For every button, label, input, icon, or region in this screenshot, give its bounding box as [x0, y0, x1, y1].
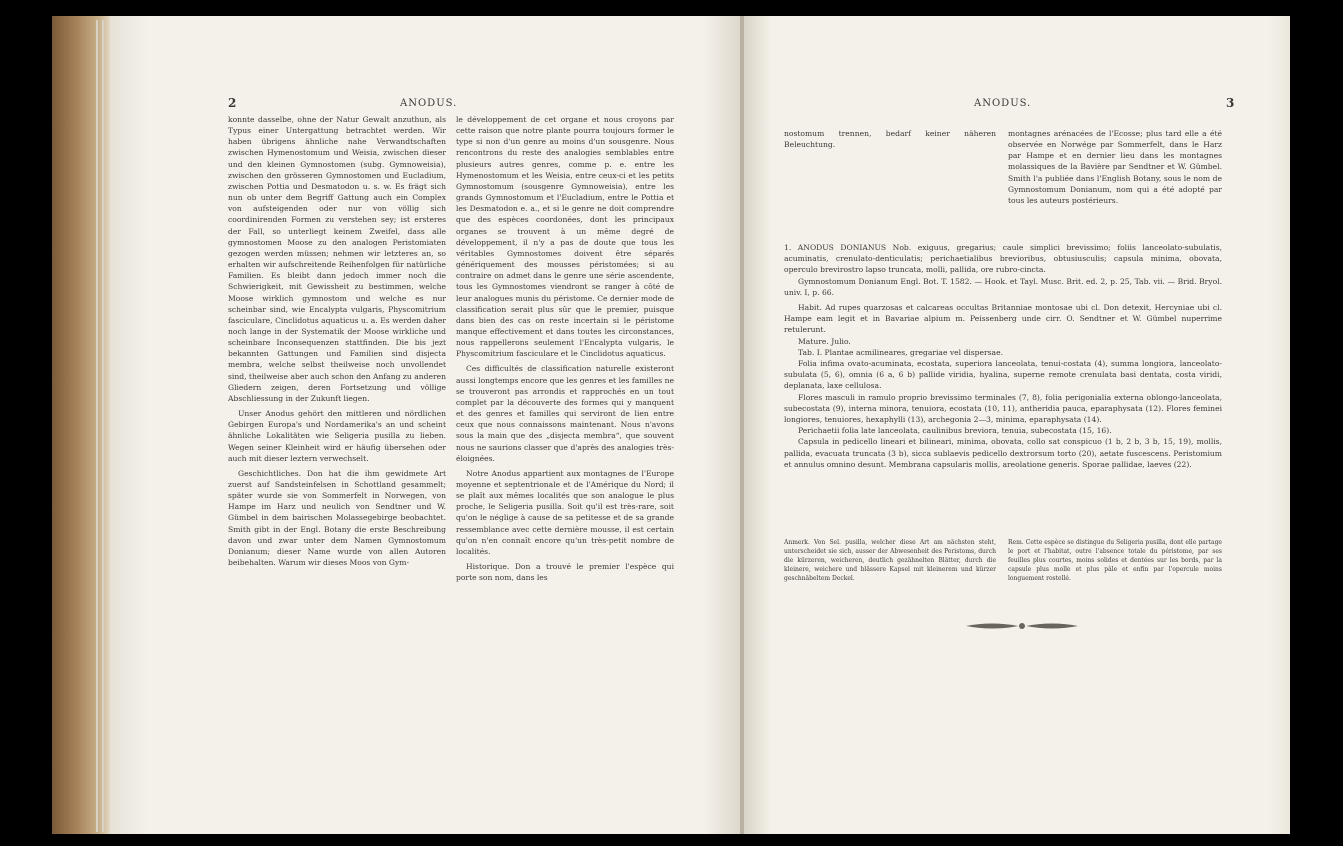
- paragraph: Notre Anodus appartient aux montagnes de l'Europe moyenne et septentrionale et de l'Amérique du Nord; il se plaît aux mêmes localités que son analogue le plus proche, le Seligeria pusilla. Soit qu'il est très-rare, soit qu'on le néglige à cause de sa petitesse et de sa grande ressemblance avec cette dernière mousse, il est certain qu'on n'en connaît encore qu'un très-petit nombre de localités.: [456, 468, 674, 556]
- leaves-description: Folia infima ovato-acuminata, ecostata, superiora lanceolata, tenui-costata (4), summa longiora, lanceolato-subulata (5, 6), omnia (6 a, 6 b) pallide viridia, hyalina, superne remote crenulata basi dentata, costa viridi, deplanata, laxe cellulosa.: [784, 359, 1222, 391]
- species-entry: [784, 242, 1222, 470]
- running-head: ANODUS.: [974, 98, 1032, 109]
- page-edge: [96, 20, 98, 832]
- paragraph: le développement de cet organe et nous croyons par cette raison que notre plante pourra toujours former le type si non d'un genre au moins d'un sousgenre. Nous rencontrons du reste des analogies semblables entre plusieurs autres genres, comme p. e. entre les Hymenostomum et les Weisia, entre ceux-ci et les petits Gymnostomum (sousgenre Gymnoweisia), entre les grands Gymnostomum et l'Eucladium, entre le Pottia et les Desmatodon e. a., et si le genre ne doit comprendre que des espèces coordonées, dont les principaux organes se trouvent à un même degré de développement, il n'y a pas de doute que tous les véritables Gymnostomes doivent être séparés génériquement des mousses péristomées; si au contraire on admet dans le genre une série ascendente, tous les Gymnostomes viendront se ranger à côté de leur analogues munis du péristome. Ce dernier mode de classification serait plus sûr que le premier, puisque dans bien des cas on reste incertain si le péristome manque effectivement et dans toutes les circonstances, nous rappellerons seulement l'Encalypta vulgaris, le Physcomitrium fasciculare et le Cinclidotus aquaticus.: [456, 115, 674, 359]
- top-right-text: [1008, 128, 1222, 210]
- note-german: Anmerk. Von Sel. pusilla, welcher diese Art am nächsten steht, unterscheidet sie sich, ausser der Abwesenheit des Peristoms, durch die kürzeren, weicheren, deutlich gezähnelten Blätter, durch die kleinere, weichere und blässere Kapsel mit kleinerem und kürzer geschnäbeltem Deckel.: [784, 539, 996, 582]
- ornament-icon: [962, 620, 1082, 632]
- paragraph: konnte dasselbe, ohne der Natur Gewalt anzuthun, als Typus einer Untergattung betrachtet werden. Wir haben übrigens ähnliche nahe Verwandtschaften zwischen Hymenostomum und Weisia, zwischen dieser und den kleinen Gymnostomen (subg. Gymnoweisia), zwischen den grösseren Gymnostomen und Eucladium, zwischen Pottia und Desmatodon u. s. w. Es frägt sich nun ob unter dem Begriff Gattung auch ein Complex von aufsteigenden oder nur von völlig sich coordinirenden Formen zu verstehen sey; ist ersteres der Fall, so unterliegt keinem Zweifel, dass alle gymnostomen Moose zu den analogen Peristomiaten gezogen werden müssen; nehmen wir letzteres an, so erhalten wir aufschreitende Reihenfolgen für natürliche Familien. Es bleibt dann jedoch immer noch die Schwierigkeit, mit Gewissheit zu bestimmen, welche Moose wirklich gymnostom und welche es nur scheinbar sind, wie Encalypta vulgaris, Physcomitrium fasciculare, Cinclidotus aquaticus u. a. Es werden daher noch lange in der Systematik der Moose wirkliche und scheinbare Inconsequenzen stattfinden. Die bis jezt bekannten Gattungen und Familien sind disjecta membra, welche selbst theilweise noch unvollendet sind, theilweise aber auch schon den Anfang zu anderen Gliedern zeigen, deren Fortsetzung und völlige Abschliessung in der Zukunft liegen.: [228, 115, 446, 403]
- left-page: [110, 16, 742, 834]
- left-column-french: [456, 114, 674, 587]
- synonymy: Gymnostomum Donianum Engl. Bot. T. 1582. — Hook. et Tayl. Musc. Brit. ed. 2, p. 25, Tab. vii. — Brid. Bryol. univ. I, p. 66.: [784, 276, 1222, 297]
- paragraph: Unser Anodus gehört den mittleren und nördlichen Gebirgen Europa's und Nordamerika's an und scheint ähnliche Lokalitäten wie Seligeria pusilla zu lieben. Wegen seiner Kleinheit wird er häufig übersehen oder auch mit dieser leztern verwechselt.: [228, 409, 446, 463]
- top-left-text: [784, 128, 996, 154]
- capsule-description: Capsula in pedicello lineari et bilineari, minima, obovata, collo sat conspicuo (1 b, 2 b, 3 b, 15, 19), mollis, pallida, evacuata truncata (3 b), sicca sublaevis pedicello dextrorsum torto (20), aetate fuscescens. Peristomium et annulus omnino desunt. Membrana capsularis mollis, areolatione generis. Sporae pallidae, laeves (22).: [784, 437, 1222, 469]
- page-number: 2: [228, 96, 237, 110]
- page-number: 3: [1226, 96, 1235, 110]
- paragraph: Historique. Don a trouvé le premier l'espèce qui porte son nom, dans les: [456, 562, 674, 583]
- left-column-german: [228, 114, 446, 572]
- maturity: Mature. Julio.: [798, 336, 851, 346]
- note-french: Rem. Cette espèce se distingue du Seligeria pusilla, dont elle partage le port et l'habitat, outre l'absence totale du péristome, par ses feuilles plus courtes, moins solides et dentées sur les bords, par la capsule plus molle et plus pâle et enfin par l'opercule moins longuement rostellé.: [1008, 539, 1222, 582]
- species-diagnosis: 1. ANODUS DONIANUS Nob. exiguus, gregarius; caule simplici brevissimo; foliis lanceolato-subulatis, acuminatis, crenulato-denticulatis; perichaetialibus brevioribus, obtusiusculis; capsula minima, obovata, operculo brevirostro lapso truncata, molli, pallida, ore rubro-cincta.: [784, 243, 1222, 275]
- right-page: [744, 16, 1290, 834]
- page-edge: [102, 20, 104, 832]
- running-head: ANODUS.: [400, 98, 458, 109]
- perichaetium-description: Perichaetii folia late lanceolata, caulinibus breviora, tenuia, subecostata (15, 16).: [798, 426, 1112, 436]
- paragraph: Ces difficultés de classification naturelle existeront aussi longtemps encore que les genres et les familles ne se trouveront pas arrondis et rapprochés en un tout complet par la découverte des formes qui y manquent et des genres et familles qui serviront de lien entre ceux que nous connaissons maintenant. Nous n'avons sous la main que des „disjecta membra“, que souvent nous ne saurions classer que d'après des analogies très-éloignées.: [456, 364, 674, 463]
- paragraph: Geschichtliches. Don hat die ihm gewidmete Art zuerst auf Sandsteinfelsen in Schottland gesammelt; später wurde sie von Sommerfelt in Norwegen, von Hampe im Harz und neulich von Sendtner und W. Gümbel in dem bairischen Molassegebirge beobachtet. Smith gibt in der Engl. Botany die erste Beschreibung davon und zwar unter dem Namen Gymnostomum Donianum; dieser Name wurde von allen Autoren beibehalten. Warum wir dieses Moos von Gym-: [228, 468, 446, 568]
- paragraph: montagnes arénacées de l'Ecosse; plus tard elle a été observée en Norwége par Sommerfelt, dans le Harz par Hampe et en dernier lieu dans les montagnes molassiques de la Bavière par Sendtner et W. Gümbel. Smith l'a publiée dans l'English Botany, sous le nom de Gymnostomum Donianum, nom qui a été adopté par tous les auteurs postérieurs.: [1008, 129, 1222, 205]
- paragraph: nostomum trennen, bedarf keiner näheren Beleuchtung.: [784, 129, 996, 150]
- habitat: Habit. Ad rupes quarzosas et calcareas occultas Britanniae montosae ubi cl. Don detexit, Hercyniae ubi cl. Hampe eam legit et in Bavariae alpium m. Peissenberg unde cirr. O. Sendtner et W. Gümbel nuperrime retulerunt.: [784, 303, 1222, 335]
- book-spread: [52, 16, 1290, 834]
- plate-reference: Tab. I. Plantae acmilineares, gregariae vel dispersae.: [798, 347, 1003, 357]
- flowers-description: Flores masculi in ramulo proprio brevissimo terminales (7, 8), folia perigonialia externa oblongo-lanceolata, subecostata (9), interna minora, tenuiora, ecostata (10, 11), antheridia pauca, eparaphysata (12). Flores feminei longiores, tenuiores, hexaphylli (13), archegonia 2—3, minima, eparaphysata (14).: [784, 392, 1222, 425]
